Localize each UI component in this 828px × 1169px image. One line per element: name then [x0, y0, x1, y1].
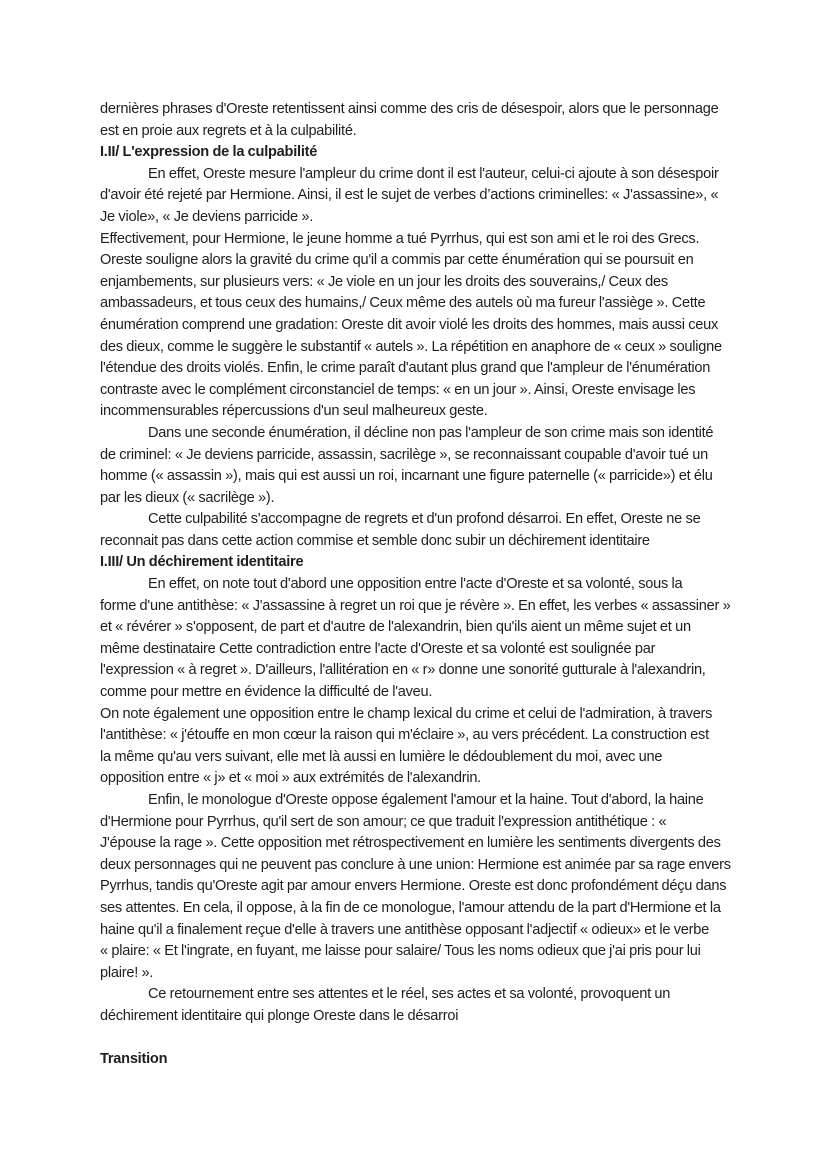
paragraph-line: par les dieux (« sacrilège »).: [100, 489, 275, 506]
paragraph-line: forme d'une antithèse: « J'assassine à regret un roi que je révère ». En effet, les verbes « assassiner »: [100, 597, 731, 614]
paragraph-line: de criminel: « Je deviens parricide, assassin, sacrilège », se reconnaissant coupable d'avoir tué un: [100, 446, 708, 463]
document-page: [100, 99, 740, 1071]
paragraph: [100, 984, 740, 1027]
paragraph-line: l'antithèse: « j'étouffe en mon cœur la raison qui m'éclaire », au vers précédent. La construction est: [100, 727, 709, 744]
paragraph-line: d'Hermione pour Pyrrhus, qu'il sert de son amour; ce que traduit l'expression antithétique : «: [100, 813, 667, 830]
paragraph-line: incommensurables répercussions d'un seul malheureux geste.: [100, 403, 488, 420]
paragraph-line: deux personnages qui ne peuvent pas conclure à une union: Hermione est animée par sa rage envers: [100, 856, 731, 873]
paragraph-line: haine qu'il a finalement reçue d'elle à travers une antithèse opposant l'adjectif « odieux» et le verbe: [100, 921, 709, 938]
paragraph-line: ambassadeurs, et tous ceux des humains,/ Ceux même des autels où ma fureur l'assiège ». Cette: [100, 295, 706, 312]
paragraph-line: « plaire: « Et l'ingrate, en fuyant, me laisse pour salaire/ Tous les noms odieux que j'ai pris pour lui: [100, 943, 701, 960]
paragraph-line: contraste avec le complément circonstanciel de temps: « en un jour ». Ainsi, Oreste envisage les: [100, 381, 696, 398]
paragraph: [100, 790, 740, 984]
paragraph-line: des dieux, comme le suggère le substantif « autels ». La répétition en anaphore de « ceux » souligne: [100, 338, 722, 355]
paragraph-line: Ce retournement entre ses attentes et le réel, ses actes et sa volonté, provoquent un: [148, 986, 671, 1003]
paragraph-line: énumération comprend une gradation: Oreste dit avoir violé les droits des hommes, mais aussi ceux: [100, 316, 719, 333]
paragraph: [100, 423, 740, 509]
paragraph-line: enjambements, sur plusieurs vers: « Je viole en un jour les droits des souverains,/ Ceux des: [100, 273, 668, 290]
paragraph-line: En effet, Oreste mesure l'ampleur du crime dont il est l'auteur, celui-ci ajoute à son désespoir: [148, 165, 719, 182]
paragraph-line: plaire! ».: [100, 964, 154, 981]
paragraph: [100, 704, 740, 790]
paragraph-line: reconnait pas dans cette action commise et semble donc subir un déchirement identitaire: [100, 532, 650, 549]
paragraph-line: Oreste souligne alors la gravité du crime qu'il a commis par cette énumération qui se poursuit en: [100, 252, 694, 269]
paragraph-line: ses attentes. En cela, il oppose, à la fin de ce monologue, l'amour attendu de la part d'Hermione et la: [100, 899, 721, 916]
paragraph-line: En effet, on note tout d'abord une opposition entre l'acte d'Oreste et sa volonté, sous la: [148, 576, 683, 593]
paragraph-line: même destinataire Cette contradiction entre l'acte d'Oreste et sa volonté est soulignée par: [100, 640, 656, 657]
paragraph-line: déchirement identitaire qui plonge Oreste dans le désarroi: [100, 1007, 459, 1024]
paragraph-line: Dans une seconde énumération, il décline non pas l'ampleur de son crime mais son identité: [148, 424, 714, 441]
paragraph-line: et « révérer » s'opposent, de part et d'autre de l'alexandrin, bien qu'ils aient un même sujet et un: [100, 619, 691, 636]
paragraph-line: opposition entre « j» et « moi » aux extrémités de l'alexandrin.: [100, 770, 481, 787]
paragraph-line: Cette culpabilité s'accompagne de regrets et d'un profond désarroi. En effet, Oreste ne se: [148, 511, 701, 528]
paragraph: [100, 99, 740, 142]
section-heading: Transition: [100, 1051, 168, 1068]
paragraph: [100, 229, 740, 423]
paragraph-line: Enfin, le monologue d'Oreste oppose également l'amour et la haine. Tout d'abord, la haine: [148, 792, 704, 808]
paragraph-line: l'expression « à regret ». D'ailleurs, l'allitération en « r» donne une sonorité gutturale à l'alexandrin,: [100, 662, 706, 679]
paragraph: [100, 509, 740, 552]
blank-line: [100, 1028, 740, 1050]
paragraph-line: On note également une opposition entre le champ lexical du crime et celui de l'admiration, à travers: [100, 705, 713, 722]
paragraph-line: la même qu'au vers suivant, elle met là aussi en lumière le dédoublement du moi, avec une: [100, 748, 663, 765]
paragraph-line: J'épouse la rage ». Cette opposition met rétrospectivement en lumière les sentiments divergents des: [100, 835, 721, 852]
paragraph-line: est en proie aux regrets et à la culpabilité.: [100, 122, 357, 139]
paragraph: [100, 574, 740, 704]
paragraph-line: Je viole», « Je deviens parricide ».: [100, 208, 314, 225]
paragraph-line: homme (« assassin »), mais qui est aussi un roi, incarnant une figure paternelle (« parricide») et élu: [100, 468, 713, 485]
paragraph-line: Pyrrhus, tandis qu'Oreste agit par amour envers Hermione. Oreste est donc profondément déçu dans: [100, 878, 727, 895]
paragraph-line: comme pour mettre en évidence la difficulté de l'aveu.: [100, 684, 433, 701]
paragraph-line: l'étendue des droits violés. Enfin, le crime paraît d'autant plus grand que l'ampleur de l'énumération: [100, 360, 711, 377]
section-heading: I.III/ Un déchirement identitaire: [100, 554, 304, 571]
paragraph: [100, 164, 740, 229]
section-heading: I.II/ L'expression de la culpabilité: [100, 144, 318, 161]
paragraph-line: Effectivement, pour Hermione, le jeune homme a tué Pyrrhus, qui est son ami et le roi des Grecs.: [100, 230, 700, 247]
paragraph-line: d'avoir été rejeté par Hermione. Ainsi, il est le sujet de verbes d’actions criminelles: « J'assassine», «: [100, 187, 719, 204]
paragraph-line: dernières phrases d'Oreste retentissent ainsi comme des cris de désespoir, alors que le personnage: [100, 101, 719, 117]
